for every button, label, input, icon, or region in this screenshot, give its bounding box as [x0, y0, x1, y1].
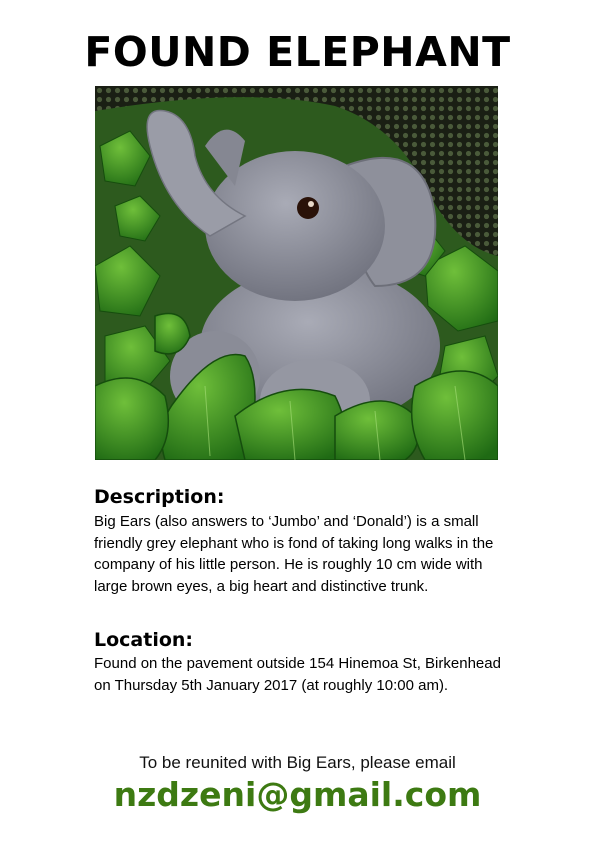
location-text: Found on the pavement outside 154 Hinemoa St, Birkenhead on Thursday 5th January 2017 (at roughly 10:00 am). — [94, 655, 501, 694]
contact-line: To be reunited with Big Ears, please email — [139, 753, 456, 772]
description-heading: Description: — [94, 486, 225, 508]
contact-email: nzdzeni@gmail.com — [113, 775, 482, 814]
description-text: Big Ears (also answers to ‘Jumbo’ and ‘Donald’) is a small friendly grey elephant who is fond of taking long walks in the company of his little person. He is roughly 10 cm wide with large brown eyes, a big heart and distinctive trunk. — [94, 513, 494, 595]
elephant-photo — [95, 86, 498, 460]
poster-title: FOUND ELEPHANT — [84, 28, 511, 76]
location-heading: Location: — [94, 629, 194, 651]
